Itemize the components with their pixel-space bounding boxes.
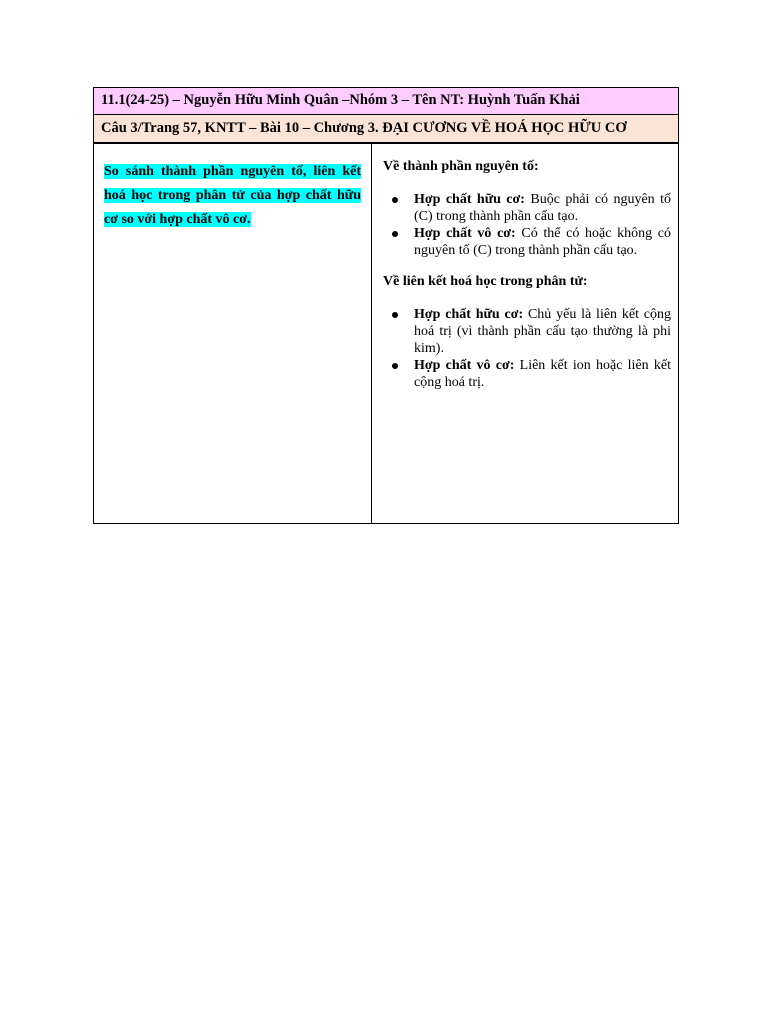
bullet-icon: [392, 363, 398, 369]
item-text: Liên kết ion hoặc liên kết cộng hoá trị.: [414, 358, 671, 390]
item-term: Hợp chất hữu cơ:: [414, 307, 524, 322]
bullet-icon: [392, 231, 398, 237]
answer-cell: [372, 144, 678, 523]
bullet-icon: [392, 312, 398, 318]
list-item: [383, 225, 671, 259]
item-text: Có thể có hoặc không có nguyên tố (C) trong thành phần cấu tạo.: [414, 226, 672, 258]
list-item: [383, 357, 671, 391]
item-text: Chủ yếu là liên kết cộng hoá trị (vì thành phần cấu tạo thường là phi kim).: [414, 307, 671, 356]
header-title: 11.1(24-25) – Nguyễn Hữu Minh Quân –Nhóm 3 – Tên NT: Huỳnh Tuấn Khải: [94, 88, 678, 115]
question-cell: [94, 144, 372, 523]
question-paragraph: [104, 160, 361, 232]
list-item: [383, 191, 671, 225]
content-row: [94, 144, 678, 523]
item-term: Hợp chất vô cơ:: [414, 358, 515, 373]
question-text: So sánh thành phần nguyên tố, liên kết hoá học trong phân tử của hợp chất hữu cơ so với hợp chất vô cơ.: [104, 164, 361, 227]
item-term: Hợp chất vô cơ:: [414, 226, 516, 241]
composition-list: [383, 191, 671, 259]
document-table: [93, 87, 679, 524]
section-heading-bonding: Về liên kết hoá học trong phân tử:: [383, 274, 588, 289]
list-item: [383, 306, 671, 357]
item-term: Hợp chất hữu cơ:: [414, 192, 525, 207]
bullet-icon: [392, 197, 398, 203]
section-heading-composition: Về thành phần nguyên tố:: [383, 159, 539, 174]
header-subtitle: Câu 3/Trang 57, KNTT – Bài 10 – Chương 3. ĐẠI CƯƠNG VỀ HOÁ HỌC HỮU CƠ: [94, 115, 678, 143]
bonding-list: [383, 306, 671, 391]
item-text: Buộc phải có nguyên tố (C) trong thành phần cấu tạo.: [414, 192, 671, 224]
